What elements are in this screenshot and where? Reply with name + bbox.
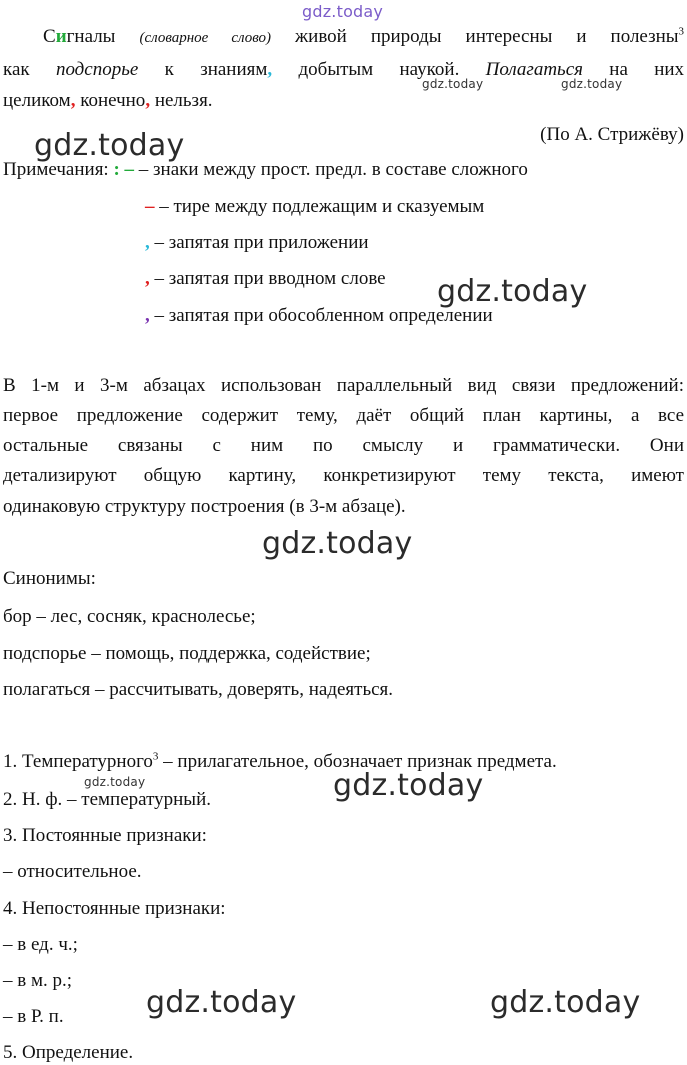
notes-line-4 <box>145 267 386 291</box>
text-l3-c: нельзя. <box>154 90 213 111</box>
morph-line-9: 5. Определение. <box>3 1042 134 1063</box>
morph-line-4: – относительное. <box>3 861 142 882</box>
watermark-big-5: gdz.today <box>146 985 297 1020</box>
synonym-item-2: подспорье – помощь, поддержка, содействие; <box>3 643 371 664</box>
morph-l1-pre: 1. Температурного <box>3 751 153 772</box>
mark-colon-green: : <box>113 159 120 180</box>
morph-l1-post: – прилагательное, обозначает признак предмета. <box>158 751 557 772</box>
text-l3-a: целиком <box>3 90 71 111</box>
superscript-3: 3 <box>678 25 685 38</box>
text-l1-rest: живой природы интересны и полезны <box>295 26 679 47</box>
analysis-line-2: первое предложение содержит тему, даёт общий план картины, а все <box>3 405 684 426</box>
watermark-small-1: gdz.today <box>422 77 484 91</box>
notes-line-1 <box>3 158 528 182</box>
watermark-big-3: gdz.today <box>262 526 413 561</box>
comma-red-2: , <box>145 90 151 111</box>
morph-line-2: 2. Н. ф. – температурный. <box>3 789 211 810</box>
morph-line-6: – в ед. ч.; <box>3 934 78 955</box>
source-attribution: (По А. Стрижёву) <box>540 124 684 145</box>
watermark-big-4: gdz.today <box>333 768 484 803</box>
watermark-small-3: gdz.today <box>84 775 146 789</box>
text-l1-pre: С <box>43 26 56 47</box>
text-line-3 <box>3 89 213 113</box>
notes-text-3: – запятая при приложении <box>154 232 369 253</box>
analysis-line-3: остальные связаны с ним по смыслу и грамматически. Они <box>3 435 684 456</box>
morph-line-5: 4. Непостоянные признаки: <box>3 898 226 919</box>
notes-text-1: – знаки между прост. предл. в составе сложного <box>138 159 528 180</box>
synonyms-title: Синонимы: <box>3 568 96 589</box>
text-l2-a: как <box>3 59 30 80</box>
dictionary-note: (словарное слово) <box>139 30 272 46</box>
watermark-big-1: gdz.today <box>34 128 185 163</box>
notes-line-3 <box>145 231 369 255</box>
text-line-1 <box>3 25 684 50</box>
morph-superscript: 3 <box>152 750 159 763</box>
text-l3-b: конечно <box>80 90 146 111</box>
text-l2-italic-2: Полагаться <box>485 59 583 80</box>
text-l2-f: на них <box>609 59 685 80</box>
analysis-line-5: одинаковую структуру построения (в 3-м абзаце). <box>3 496 406 517</box>
watermark-big-6: gdz.today <box>490 985 641 1020</box>
morph-line-7: – в м. р.; <box>3 970 73 991</box>
notes-line-2 <box>145 195 484 219</box>
synonym-item-1: бор – лес, сосняк, краснолесье; <box>3 606 256 627</box>
mark-comma-purple: , <box>145 305 150 326</box>
watermark-top: gdz.today <box>302 2 384 21</box>
analysis-line-1: В 1-м и 3-м абзацах использован параллельный вид связи предложений: <box>3 375 684 396</box>
mark-comma-red: , <box>145 268 150 289</box>
watermark-big-2: gdz.today <box>437 274 588 309</box>
mark-dash-green: – <box>124 159 135 180</box>
text-l2-c: к знаниям <box>164 59 268 80</box>
notes-text-5: – запятая при обособленном определении <box>154 305 493 326</box>
watermark-small-2: gdz.today <box>561 77 623 91</box>
mark-comma-cyan: , <box>145 232 150 253</box>
text-l2-d: добытым наукой. <box>298 59 460 80</box>
synonym-item-3: полагаться – рассчитывать, доверять, надеяться. <box>3 679 394 700</box>
notes-text-4: – запятая при вводном слове <box>154 268 386 289</box>
text-l2-italic-1: подспорье <box>55 59 139 80</box>
comma-cyan: , <box>267 59 273 80</box>
morph-line-3: 3. Постоянные признаки: <box>3 825 207 846</box>
mark-dash-red: – <box>145 196 155 217</box>
analysis-line-4: детализируют общую картину, конкретизируют тему текста, имеют <box>3 465 684 486</box>
comma-red-1: , <box>70 90 76 111</box>
letter-highlight-green: и <box>55 26 67 47</box>
notes-text-2: – тире между подлежащим и сказуемым <box>159 196 485 217</box>
notes-title: Примечания: <box>3 159 109 180</box>
morph-line-8: – в Р. п. <box>3 1006 64 1027</box>
notes-line-5 <box>145 304 493 328</box>
text-l1-post: гналы <box>66 26 116 47</box>
